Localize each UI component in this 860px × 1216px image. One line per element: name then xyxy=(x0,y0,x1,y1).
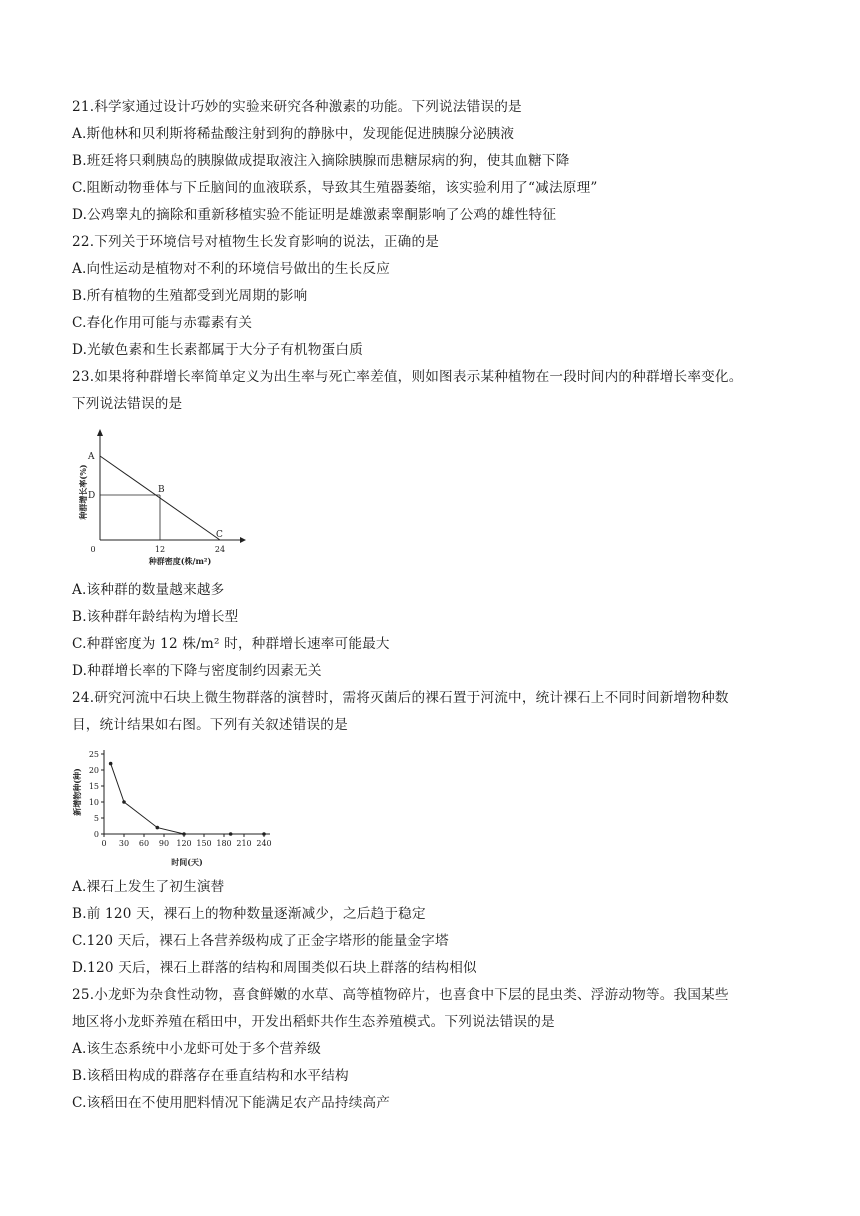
q24-option-a: A.裸石上发生了初生演替 xyxy=(72,879,225,895)
q23-option-d: D.种群增长率的下降与密度制约因素无关 xyxy=(72,663,322,679)
q23-stem-line1: 23.如果将种群增长率简单定义为出生率与死亡率差值，则如图表示某种植物在一段时间内的种群增长率变化。 xyxy=(72,369,743,385)
x-tick-label: 0 xyxy=(90,545,96,554)
y-tick-label: 15 xyxy=(88,782,99,791)
q23-option-c: C.种群密度为 12 株/m² 时，种群增长速率可能最大 xyxy=(72,636,390,652)
q21-option-c: C.阻断动物垂体与下丘脑间的血液联系，导致其生殖器萎缩，该实验利用了“减法原理” xyxy=(72,180,598,196)
x-tick-label: 210 xyxy=(236,839,252,848)
y-axis-label: 新增物种(种) xyxy=(72,768,82,816)
x-tick-label: 150 xyxy=(196,839,212,848)
x-tick-label: 30 xyxy=(118,839,130,848)
q22-stem: 22.下列关于环境信号对植物生长发育影响的说法，正确的是 xyxy=(72,234,440,250)
data-point xyxy=(122,800,126,804)
x-tick-label: 90 xyxy=(158,839,170,848)
point-label-d: D xyxy=(88,491,96,501)
q22-option-d: D.光敏色素和生长素都属于大分子有机物蛋白质 xyxy=(72,342,364,358)
x-tick-label: 60 xyxy=(138,839,150,848)
point-label-b: B xyxy=(158,485,165,495)
point-label-c: C xyxy=(216,530,223,540)
q25-stem-line1: 25.小龙虾为杂食性动物，喜食鲜嫩的水草、高等植物碎片，也喜食中下层的昆虫类、浮游动物等。我国某些 xyxy=(72,987,729,1003)
q24-stem-line2: 目，统计结果如右图。下列有关叙述错误的是 xyxy=(72,717,348,733)
q21-option-b: B.班廷将只剩胰岛的胰腺做成提取液注入摘除胰腺而患糖尿病的狗，使其血糖下降 xyxy=(72,153,570,169)
q24-option-c: C.120 天后，裸石上各营养级构成了正金字塔形的能量金字塔 xyxy=(72,933,449,949)
data-point xyxy=(262,832,266,836)
x-axis-arrow xyxy=(240,537,246,543)
q23-option-b: B.该种群年龄结构为增长型 xyxy=(72,609,239,625)
q25-stem-line2: 地区将小龙虾养殖在稻田中，开发出稻虾共作生态养殖模式。下列说法错误的是 xyxy=(72,1014,555,1030)
point-label-a: A xyxy=(88,452,95,462)
q23-option-a: A.该种群的数量越来越多 xyxy=(72,582,225,598)
new-species-chart xyxy=(70,742,280,872)
y-tick-label: 5 xyxy=(93,814,99,823)
data-point xyxy=(229,832,233,836)
x-tick-label: 0 xyxy=(101,839,107,848)
y-tick-label: 10 xyxy=(88,798,99,807)
x-tick-label: 240 xyxy=(256,839,272,848)
q21-option-a: A.斯他林和贝利斯将稀盐酸注射到狗的静脉中，发现能促进胰腺分泌胰液 xyxy=(72,126,515,142)
x-tick-label: 24 xyxy=(214,545,226,554)
growth-rate-chart xyxy=(70,426,250,576)
x-tick-label: 120 xyxy=(176,839,192,848)
y-tick-label: 20 xyxy=(88,766,99,775)
q24-option-b: B.前 120 天，裸石上的物种数量逐渐减少，之后趋于稳定 xyxy=(72,906,426,922)
data-point xyxy=(182,832,186,836)
q21-stem: 21.科学家通过设计巧妙的实验来研究各种激素的功能。下列说法错误的是 xyxy=(72,99,522,115)
x-tick-label: 180 xyxy=(216,839,232,848)
x-axis-label: 种群密度(株/m²) xyxy=(148,556,212,566)
q21-option-d: D.公鸡睾丸的摘除和重新移植实验不能证明是雄激素睾酮影响了公鸡的雄性特征 xyxy=(72,207,557,223)
q24-option-d: D.120 天后，裸石上群落的结构和周围类似石块上群落的结构相似 xyxy=(72,960,477,976)
q25-option-c: C.该稻田在不使用肥料情况下能满足农产品持续高产 xyxy=(72,1095,391,1111)
data-point xyxy=(156,826,160,830)
q22-option-b: B.所有植物的生殖都受到光周期的影响 xyxy=(72,288,308,304)
q23-stem-line2: 下列说法错误的是 xyxy=(72,396,183,412)
q22-option-a: A.向性运动是植物对不利的环境信号做出的生长反应 xyxy=(72,261,390,277)
y-tick-label: 25 xyxy=(88,750,99,759)
y-axis-label: 种群增长率(%) xyxy=(78,464,88,520)
x-tick-label: 12 xyxy=(154,545,166,554)
q25-option-b: B.该稻田构成的群落存在垂直结构和水平结构 xyxy=(72,1068,349,1084)
q22-option-c: C.春化作用可能与赤霉素有关 xyxy=(72,315,253,331)
q24-stem-line1: 24.研究河流中石块上微生物群落的演替时，需将灭菌后的裸石置于河流中，统计裸石上不同时间新增物种数 xyxy=(72,690,729,706)
data-point xyxy=(109,762,113,766)
y-tick-label: 0 xyxy=(93,830,99,839)
new-species-line xyxy=(111,764,264,834)
y-axis-arrow xyxy=(97,429,103,436)
q25-option-a: A.该生态系统中小龙虾可处于多个营养级 xyxy=(72,1041,322,1057)
x-axis-label: 时间(天) xyxy=(171,857,203,867)
